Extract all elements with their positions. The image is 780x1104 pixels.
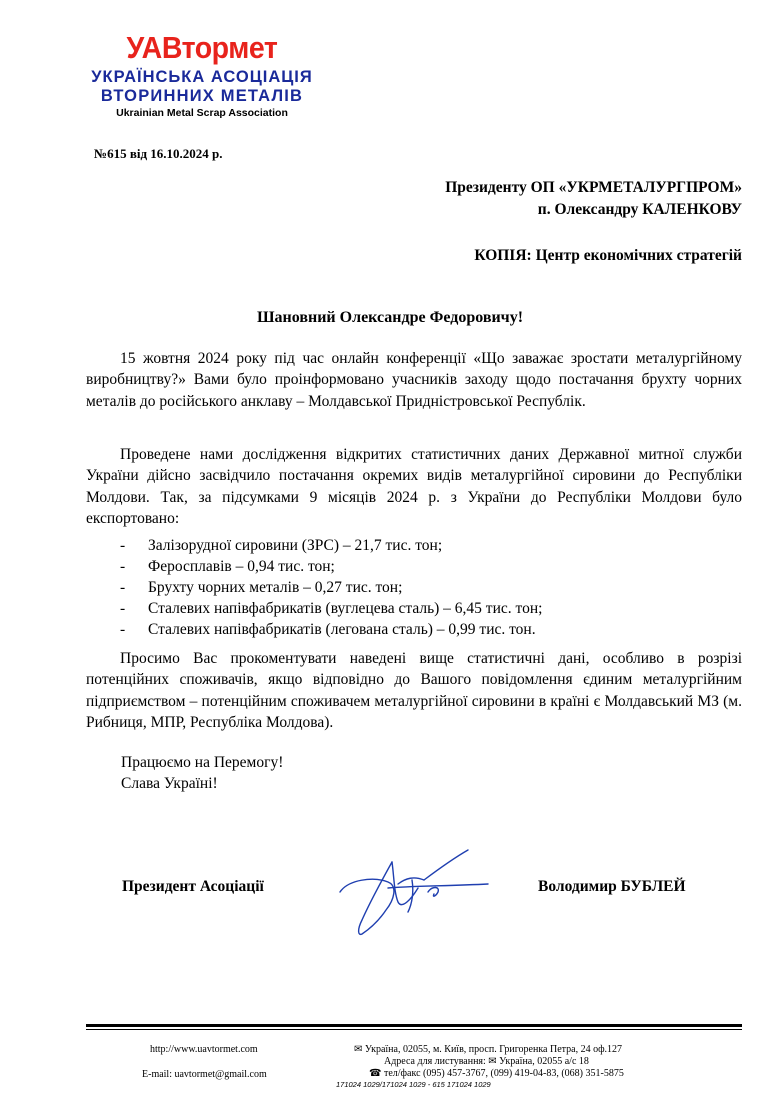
envelope-icon: ✉ xyxy=(354,1044,363,1055)
list-marker: - xyxy=(120,558,126,575)
footer-email: E-mail: uavtormet@gmail.com xyxy=(142,1069,267,1080)
footer-phones xyxy=(369,1067,624,1080)
paragraph-1: 15 жовтня 2024 року під час онлайн конференції «Що заважає зростати металургійному виробництву?» Вами було проінформовано учасників заходу щодо постачання брухту чорних металів до російського анклаву – Молдавської Придністровської Республік. xyxy=(86,350,742,410)
logo-line-2: ВТОРИННИХ МЕТАЛІВ xyxy=(100,87,304,105)
footer-address-text: Україна, 02055, м. Київ, просп. Григоренка Петра, 24 оф.127 xyxy=(364,1044,623,1055)
closing-line-1: Працюємо на Перемогу! xyxy=(121,754,284,771)
footer-codes: 171024 1029/171024 1029 - 615 171024 1029 xyxy=(336,1080,491,1089)
list-item-text: Залізорудної сировини (ЗРС) – 21,7 тис. тон; xyxy=(148,537,443,554)
addressee-line-1: Президенту ОП «УКРМЕТАЛУРГПРОМ» xyxy=(445,179,742,196)
copy-recipient: КОПІЯ: Центр економічних стратегій xyxy=(474,247,742,264)
footer-phones-text: тел/факс (095) 457-3767, (099) 419-04-83, (068) 351-5875 xyxy=(383,1068,624,1079)
footer-divider-thin xyxy=(86,1029,742,1030)
list-marker: - xyxy=(120,537,126,554)
list-item xyxy=(120,598,740,619)
list-item-text: Брухту чорних металів – 0,27 тис. тон; xyxy=(148,579,403,596)
list-item-text: Феросплавів – 0,94 тис. тон; xyxy=(148,558,335,575)
list-item-text: Сталевих напівфабрикатів (легована сталь) – 0,99 тис. тон. xyxy=(148,621,536,638)
list-marker: - xyxy=(120,579,126,596)
signatory-title: Президент Асоціації xyxy=(122,878,264,895)
list-item xyxy=(120,577,740,598)
paragraph-2: Проведене нами дослідження відкритих статистичних даних Державної митної служби України дійсно засвідчило постачання окремих видів металургійної сировини до Республіки Молдови. Так, за підсумками 9 місяців 2024 р. з України до Республіки Молдови було експортовано: xyxy=(86,446,742,528)
handwritten-signature xyxy=(328,840,518,940)
footer-divider-thick xyxy=(86,1024,742,1027)
list-marker: - xyxy=(120,600,126,617)
closing xyxy=(121,752,283,794)
paragraph-3: Просимо Вас прокоментувати наведені вище статистичні дані, особливо в розрізі потенційних споживачів, якщо відповідно до Вашого повідомлення єдиним металургійним підприємством – потенційним споживачем металургійної сировини в країні є Молдавський МЗ (м. Рибниця, МПР, Республіка Молдова). xyxy=(86,650,742,732)
logo-line-3: Ukrainian Metal Scrap Association xyxy=(116,107,288,119)
export-list xyxy=(120,535,740,640)
footer-website: http://www.uavtormet.com xyxy=(150,1044,258,1055)
list-item-text: Сталевих напівфабрикатів (вуглецева сталь) – 6,45 тис. тон; xyxy=(148,600,543,617)
closing-line-2: Слава Україні! xyxy=(121,775,218,792)
list-item xyxy=(120,535,740,556)
list-item xyxy=(120,619,740,640)
logo-brand: УАВтормет xyxy=(126,30,278,65)
footer-mail-address: Адреса для листування: ✉ Україна, 02055 а/с 18 xyxy=(384,1056,589,1067)
list-marker: - xyxy=(120,621,126,638)
document-number: №615 від 16.10.2024 р. xyxy=(94,146,223,161)
greeting: Шановний Олександре Федоровичу! xyxy=(256,309,524,326)
list-item xyxy=(120,556,740,577)
logo-line-1: УКРАЇНСЬКА АСОЦІАЦІЯ xyxy=(91,68,313,86)
signatory-name: Володимир БУБЛЕЙ xyxy=(538,878,686,895)
phone-icon: ☎ xyxy=(369,1068,382,1079)
addressee-line-2: п. Олександру КАЛЕНКОВУ xyxy=(537,201,742,218)
